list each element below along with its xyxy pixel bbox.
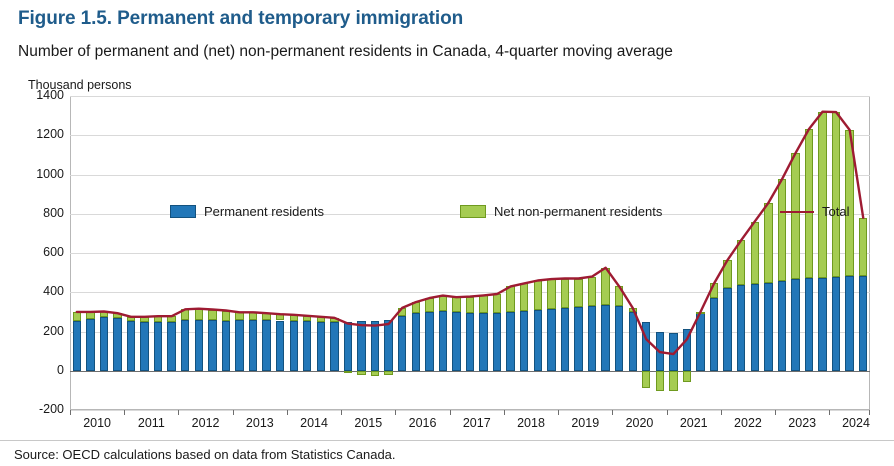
y-axis-tick-label: -200 (38, 402, 64, 416)
y-axis-tick-label: 600 (43, 245, 64, 259)
y-axis-tick-label: 800 (43, 205, 64, 220)
legend-line-swatch-icon (780, 211, 814, 213)
plot-area (70, 96, 870, 410)
y-axis-tick-label: 200 (43, 323, 64, 338)
y-axis-tick-label: 1000 (36, 166, 64, 181)
x-axis-tick (178, 410, 179, 415)
x-axis-tick-label: 2020 (625, 416, 654, 430)
footer-divider (0, 440, 894, 441)
y-axis-tick-label: 400 (43, 284, 64, 299)
x-axis-tick (612, 410, 613, 415)
x-axis-tick-label: 2017 (462, 416, 491, 430)
x-axis-tick (775, 410, 776, 415)
x-axis-tick (233, 410, 234, 415)
x-axis-tick (450, 410, 451, 415)
y-axis-tick-label: 0 (57, 362, 64, 377)
x-axis-tick-label: 2021 (679, 416, 708, 430)
legend-item[interactable] (460, 204, 662, 219)
legend-label: Net non-permanent residents (494, 204, 663, 219)
x-axis-tick (287, 410, 288, 415)
y-axis-unit-label: Thousand persons (28, 78, 132, 92)
x-axis-tick (124, 410, 125, 415)
x-axis-tick-label: 2019 (571, 416, 600, 430)
legend-item[interactable] (780, 204, 849, 219)
x-axis-tick-label: 2010 (83, 416, 112, 430)
x-axis-tick-label: 2018 (517, 416, 545, 430)
legend-label: Permanent residents (204, 204, 324, 219)
total-line (77, 112, 863, 354)
source-note: Source: OECD calculations based on data from Statistics Canada. (14, 447, 396, 462)
y-axis-tick-label: 1400 (36, 88, 64, 102)
legend-color-swatch-icon (460, 205, 486, 218)
legend-color-swatch-icon (170, 205, 196, 218)
x-axis-tick-label: 2016 (408, 416, 437, 430)
x-axis-tick-label: 2022 (734, 416, 762, 430)
x-axis-tick-label: 2023 (788, 416, 817, 430)
x-axis-tick-label: 2013 (245, 416, 274, 430)
x-axis-tick (667, 410, 668, 415)
y-axis-tick-labels (12, 88, 64, 416)
figure-title: Figure 1.5. Permanent and temporary immigration (18, 8, 464, 29)
x-axis-tick (721, 410, 722, 415)
x-axis-tick-label: 2015 (354, 416, 383, 430)
x-axis-tick-label: 2024 (842, 416, 870, 430)
x-axis-tick (504, 410, 505, 415)
chart-legend (170, 204, 894, 230)
x-axis-tick-label: 2014 (300, 416, 328, 430)
x-axis-tick (558, 410, 559, 415)
x-axis-tick-label: 2011 (137, 416, 165, 430)
figure-subtitle: Number of permanent and (net) non-permanent residents in Canada, 4-quarter moving average (18, 43, 673, 60)
y-axis-tick-label: 1200 (36, 127, 64, 142)
x-axis-tick (829, 410, 830, 415)
total-line-overlay (70, 96, 870, 410)
legend-item[interactable] (170, 204, 324, 219)
x-axis-tick (395, 410, 396, 415)
x-axis-tick (70, 410, 71, 415)
legend-label: Total (822, 204, 850, 219)
x-axis-tick (869, 410, 870, 415)
x-axis-tick (341, 410, 342, 415)
x-axis-tick-label: 2012 (191, 416, 220, 430)
x-axis (70, 410, 870, 440)
